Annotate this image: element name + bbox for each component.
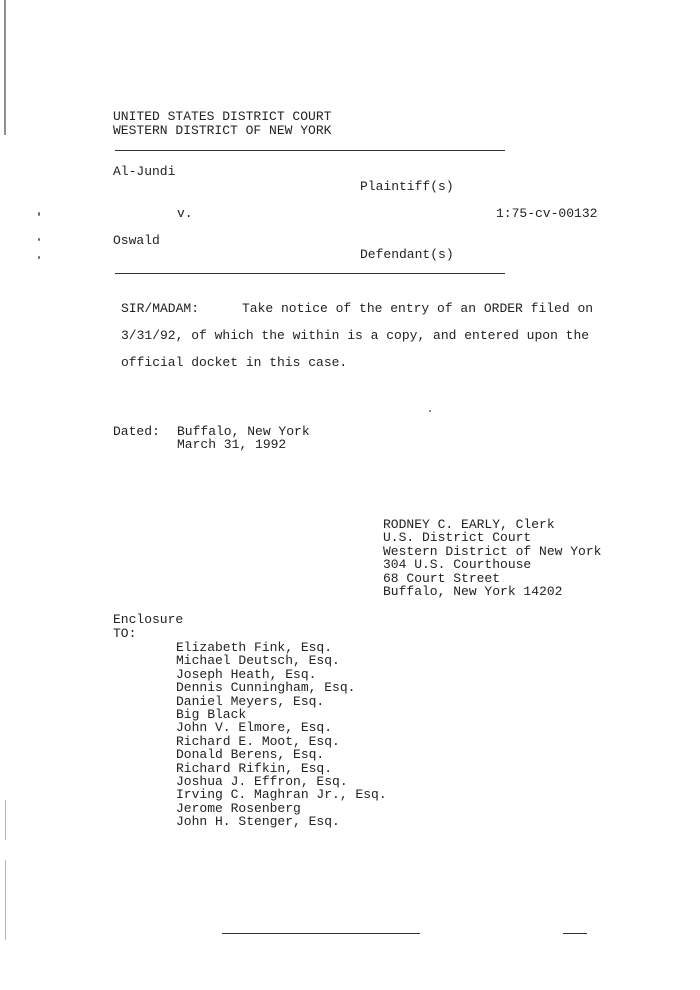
notice-salutation: SIR/MADAM:	[121, 301, 200, 316]
plaintiff-name: Al-Jundi	[113, 164, 176, 179]
notice-line-1: Take notice of the entry of an ORDER filed on	[242, 301, 594, 316]
defendant-name: Oswald	[113, 233, 160, 248]
clerk-line: 304 U.S. Courthouse	[383, 557, 532, 573]
notice-line-2: 3/31/92, of which the within is a copy, and entered upon the	[121, 328, 590, 343]
clerk-line: Buffalo, New York 14202	[383, 584, 563, 600]
clerk-line: 68 Court Street	[383, 570, 501, 586]
enclosure-label: Enclosure	[113, 612, 184, 627]
dated-date: March 31, 1992	[177, 437, 287, 452]
recipient-item: John H. Stenger, Esq.	[176, 814, 340, 830]
recipient-item: Jerome Rosenberg	[176, 800, 301, 816]
recipient-item: Dennis Cunningham, Esq.	[176, 680, 356, 696]
caption-bottom-rule	[115, 273, 505, 274]
scan-speck	[38, 238, 40, 241]
footer-rule	[222, 933, 420, 934]
recipient-item: Michael Deutsch, Esq.	[176, 653, 340, 669]
scan-edge-artifact	[4, 0, 6, 135]
plaintiff-role: Plaintiff(s)	[360, 179, 454, 194]
recipient-item: Donald Berens, Esq.	[176, 747, 325, 763]
defendant-role: Defendant(s)	[360, 247, 454, 262]
clerk-signature-block	[383, 518, 601, 598]
recipient-item: Joseph Heath, Esq.	[176, 666, 317, 682]
caption-top-rule	[115, 150, 505, 151]
recipient-item: Richard Rifkin, Esq.	[176, 760, 333, 776]
versus-label: v.	[177, 206, 193, 221]
scan-speck	[429, 410, 431, 412]
clerk-line: U.S. District Court	[383, 530, 532, 546]
recipient-list	[176, 641, 387, 829]
clerk-line: Western District of New York	[383, 543, 602, 559]
recipient-item: Irving C. Maghran Jr., Esq.	[176, 787, 387, 803]
recipient-item: John V. Elmore, Esq.	[176, 720, 333, 736]
notice-line-3: official docket in this case.	[121, 355, 348, 370]
recipient-item: Richard E. Moot, Esq.	[176, 733, 340, 749]
recipient-item: Elizabeth Fink, Esq.	[176, 640, 333, 655]
dated-label: Dated:	[113, 424, 160, 439]
recipient-item: Joshua J. Effron, Esq.	[176, 774, 348, 790]
dated-place: Buffalo, New York	[177, 424, 310, 439]
footer-rule-short	[563, 933, 587, 934]
case-number: 1:75-cv-00132	[496, 206, 598, 221]
scan-speck	[38, 212, 40, 216]
recipient-item: Daniel Meyers, Esq.	[176, 693, 325, 709]
scan-speck	[38, 256, 40, 259]
court-name-line1: UNITED STATES DISTRICT COURT	[113, 109, 332, 124]
recipient-item: Big Black	[176, 707, 247, 723]
court-name-line2: WESTERN DISTRICT OF NEW YORK	[113, 123, 332, 138]
to-label: TO:	[113, 626, 137, 641]
scan-edge-artifact	[5, 800, 6, 840]
clerk-line: RODNEY C. EARLY, Clerk	[383, 517, 555, 532]
scan-edge-artifact	[5, 860, 6, 940]
